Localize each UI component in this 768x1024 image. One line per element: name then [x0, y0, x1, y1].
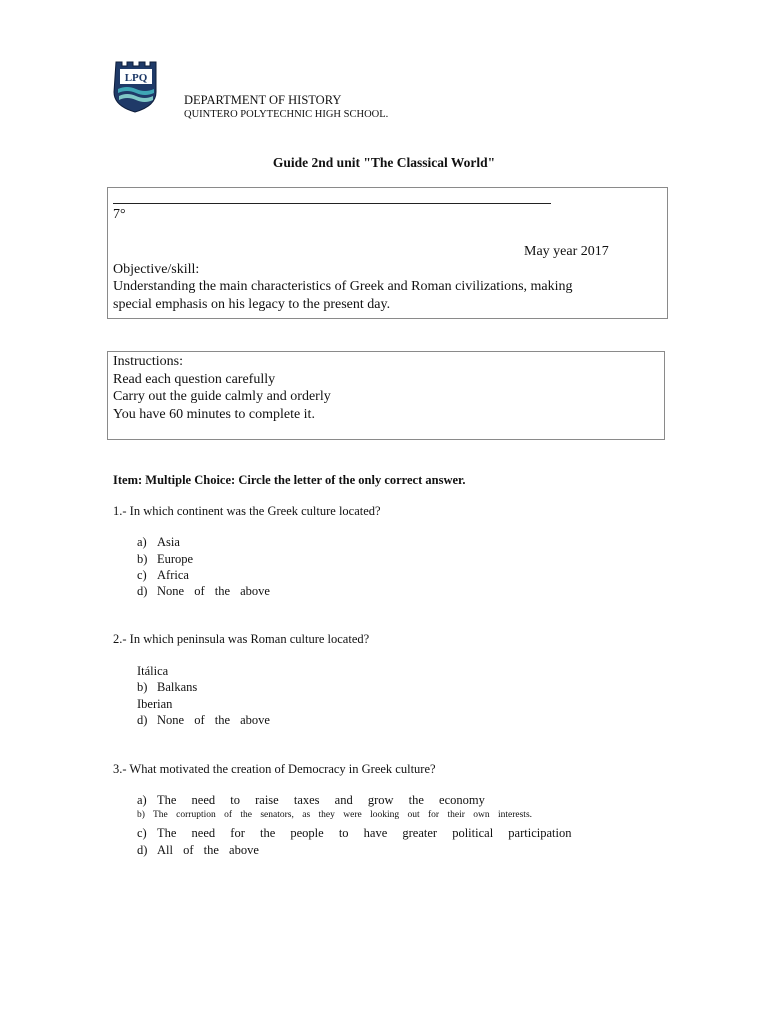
option-letter: b) — [137, 552, 148, 566]
answer-option[interactable] — [137, 535, 180, 550]
question-2: 2.- In which peninsula was Roman culture located? — [113, 632, 370, 646]
answer-option[interactable] — [137, 843, 259, 858]
answer-option[interactable] — [137, 552, 193, 567]
school-logo — [108, 58, 166, 114]
answer-option[interactable] — [137, 793, 485, 808]
name-underline — [113, 203, 551, 204]
option-text: Asia — [157, 535, 180, 549]
answer-option[interactable] — [137, 697, 172, 712]
instruction-line: Read each question carefully — [113, 372, 276, 387]
option-letter: a) — [137, 535, 147, 549]
logo-text: LPQ — [124, 72, 148, 84]
answer-option[interactable] — [137, 810, 532, 820]
objective-line-2: special emphasis on his legacy to the present day. — [113, 297, 391, 312]
department-name: DEPARTMENT OF HISTORY — [184, 93, 342, 107]
grade-label: 7° — [113, 207, 126, 222]
option-letter: d) — [137, 843, 148, 857]
option-text: The need for the people to have greater political participation — [157, 826, 572, 840]
option-text: Africa — [157, 568, 189, 582]
objective-line-1: Understanding the main characteristics of Greek and Roman civilizations, making — [113, 279, 573, 294]
item-heading: Item: Multiple Choice: Circle the letter of the only correct answer. — [113, 473, 466, 487]
instruction-line: Carry out the guide calmly and orderly — [113, 389, 331, 404]
option-letter: a) — [137, 793, 147, 807]
instruction-line: You have 60 minutes to complete it. — [113, 407, 315, 422]
date-text: May year 2017 — [524, 244, 609, 259]
option-letter: c) — [137, 826, 147, 840]
question-1: 1.- In which continent was the Greek culture located? — [113, 504, 381, 518]
question-3: 3.- What motivated the creation of Democracy in Greek culture? — [113, 762, 436, 776]
option-text: Itálica — [137, 664, 169, 678]
answer-option[interactable] — [137, 680, 197, 695]
answer-option[interactable] — [137, 568, 189, 583]
shield-logo-icon — [108, 58, 166, 114]
instructions-label: Instructions: — [113, 354, 183, 369]
answer-option[interactable] — [137, 826, 571, 841]
option-text: None of the above — [157, 584, 270, 598]
option-text: The need to raise taxes and grow the economy — [157, 793, 485, 807]
option-letter: b) — [137, 810, 145, 820]
option-text: All of the above — [157, 843, 259, 857]
answer-option[interactable] — [137, 713, 270, 728]
option-text: Iberian — [137, 697, 173, 711]
objective-label: Objective/skill: — [113, 262, 200, 277]
option-letter: b) — [137, 680, 148, 694]
option-text: None of the above — [157, 713, 270, 727]
option-letter: c) — [137, 568, 147, 582]
option-text: Balkans — [157, 680, 198, 694]
option-letter: d) — [137, 584, 148, 598]
page-title: Guide 2nd unit "The Classical World" — [272, 155, 496, 170]
answer-option[interactable] — [137, 664, 168, 679]
school-name: QUINTERO POLYTECHNIC HIGH SCHOOL. — [184, 109, 389, 120]
option-letter: d) — [137, 713, 148, 727]
option-text: Europe — [157, 552, 194, 566]
option-text: The corruption of the senators, as they were looking out for their own interests. — [153, 810, 533, 820]
answer-option[interactable] — [137, 584, 270, 599]
